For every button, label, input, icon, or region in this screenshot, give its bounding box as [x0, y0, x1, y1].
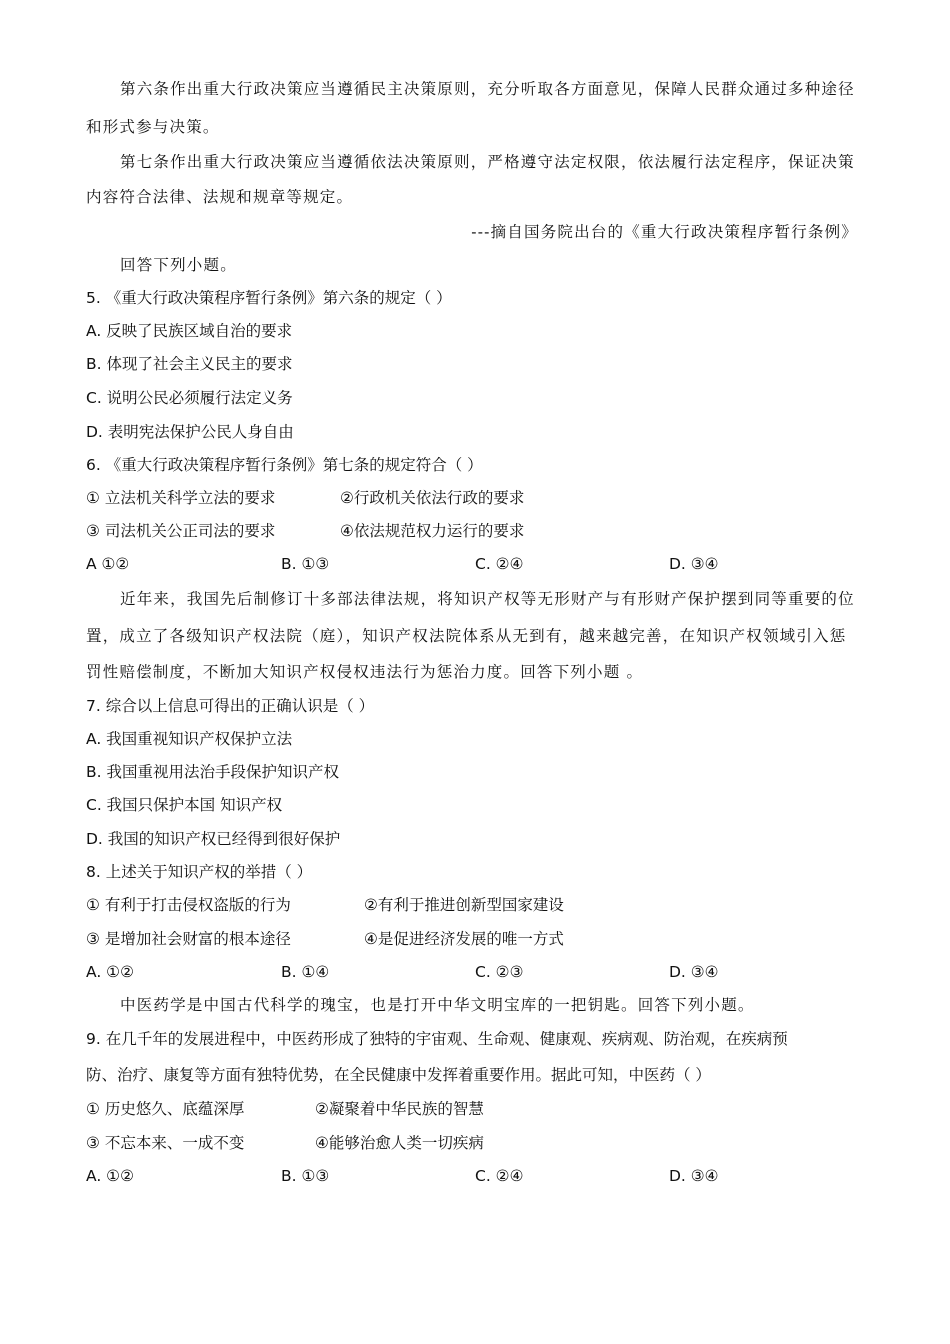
q6-stem: 6. 《重大行政决策程序暂行条例》第七条的规定符合（ ） [86, 456, 483, 474]
q6-statement-1: ① 立法机关科学立法的要求 [86, 489, 276, 507]
q6-statement-4: ④依法规范权力运行的要求 [340, 522, 525, 540]
q9-statement-3: ③ 不忘本来、一成不变 [86, 1134, 245, 1152]
q8-statement-4: ④是促进经济发展的唯一方式 [364, 930, 564, 948]
q7-option-a: A. 我国重视知识产权保护立法 [86, 730, 293, 748]
q6-statement-3: ③ 司法机关公正司法的要求 [86, 522, 276, 540]
q8-option-d: D. ③④ [669, 963, 719, 981]
q8-option-c: C. ②③ [475, 963, 524, 981]
q7-option-d: D. 我国的知识产权已经得到很好保护 [86, 830, 341, 848]
q9-statement-4: ④能够治愈人类一切疾病 [315, 1134, 484, 1152]
q6-option-c: C. ②④ [475, 555, 524, 573]
q6-statement-2: ②行政机关依法行政的要求 [340, 489, 525, 507]
q6-option-b: B. ①③ [281, 555, 330, 573]
q6-option-a: A ①② [86, 555, 130, 573]
q8-statement-1: ① 有利于打击侵权盗版的行为 [86, 896, 291, 914]
q5-option-b: B. 体现了社会主义民主的要求 [86, 355, 293, 373]
q9-option-a: A. ①② [86, 1167, 134, 1185]
material1-p2-line1: 第七条作出重大行政决策应当遵循依法决策原则，严格遵守法定权限，依法履行法定程序，保证决策 [120, 153, 855, 171]
q6-option-d: D. ③④ [669, 555, 719, 573]
q9-option-c: C. ②④ [475, 1167, 524, 1185]
q8-option-b: B. ①④ [281, 963, 330, 981]
q9-option-d: D. ③④ [669, 1167, 719, 1185]
material2-line2: 置，成立了各级知识产权法院（庭），知识产权法院体系从无到有，越来越完善，在知识产权领域引入惩 [86, 627, 847, 645]
material1-p2-line2: 内容符合法律、法规和规章等规定。 [86, 188, 354, 206]
material3-line1: 中医药学是中国古代科学的瑰宝，也是打开中华文明宝库的一把钥匙。回答下列小题。 [120, 996, 755, 1014]
q5-option-a: A. 反映了民族区域自治的要求 [86, 322, 293, 340]
q9-statement-1: ① 历史悠久、底蕴深厚 [86, 1100, 245, 1118]
q5-option-d: D. 表明宪法保护公民人身自由 [86, 423, 294, 441]
material1-p1-line1: 第六条作出重大行政决策应当遵循民主决策原则，充分听取各方面意见，保障人民群众通过多种途径 [120, 80, 855, 98]
q5-option-c: C. 说明公民必须履行法定义务 [86, 389, 293, 407]
q9-stem-line2: 防、治疗、康复等方面有独特优势，在全民健康中发挥着重要作用。据此可知，中医药（ ） [86, 1066, 711, 1084]
q8-statement-2: ②有利于推进创新型国家建设 [364, 896, 564, 914]
q5-stem: 5. 《重大行政决策程序暂行条例》第六条的规定（ ） [86, 289, 452, 307]
material1-p1-line2: 和形式参与决策。 [86, 118, 220, 136]
material1-source: ---摘自国务院出台的《重大行政决策程序暂行条例》 [471, 223, 858, 241]
q7-option-c: C. 我国只保护本国 知识产权 [86, 796, 283, 814]
q8-stem: 8. 上述关于知识产权的举措（ ） [86, 863, 313, 881]
q8-option-a: A. ①② [86, 963, 134, 981]
q7-option-b: B. 我国重视用法治手段保护知识产权 [86, 763, 339, 781]
q7-stem: 7. 综合以上信息可得出的正确认识是（ ） [86, 697, 375, 715]
material1-prompt: 回答下列小题。 [120, 256, 237, 274]
q9-statement-2: ②凝聚着中华民族的智慧 [315, 1100, 484, 1118]
q9-stem-line1: 9. 在几千年的发展进程中，中医药形成了独特的宇宙观、生命观、健康观、疾病观、防治观，在疾病预 [86, 1030, 788, 1048]
material2-line1: 近年来，我国先后制修订十多部法律法规，将知识产权等无形财产与有形财产保护摆到同等重要的位 [120, 590, 855, 608]
q8-statement-3: ③ 是增加社会财富的根本途径 [86, 930, 291, 948]
q9-option-b: B. ①③ [281, 1167, 330, 1185]
material2-line3: 罚性赔偿制度，不断加大知识产权侵权违法行为惩治力度。回答下列小题 。 [86, 663, 644, 681]
